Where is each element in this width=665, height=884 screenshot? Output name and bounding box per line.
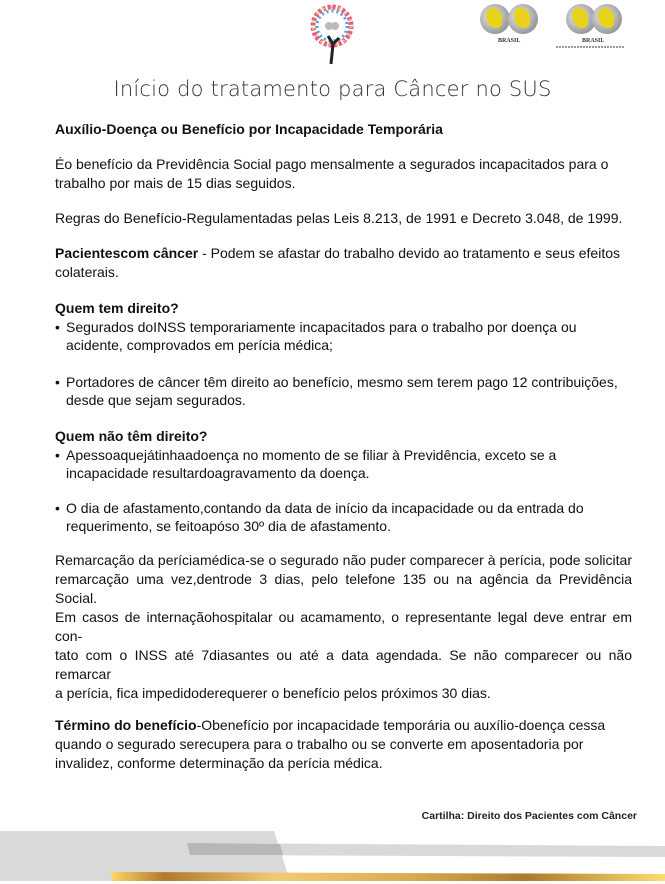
who-has-no-right-list	[55, 446, 632, 535]
who-has-right-list	[55, 318, 632, 409]
section-heading: Auxílio-Doença ou Benefício por Incapacidade Temporária	[55, 121, 443, 137]
paragraph-rules: Regras do Benefício-Regulamentadas pelas Leis 8.213, de 1991 e Decreto 3.048, de 1999.	[55, 210, 623, 226]
bpw-logo-2: BRASIL	[556, 4, 626, 50]
page-title: Início do tratamento para Câncer no SUS	[113, 77, 552, 101]
paragraph-definition: Éo benefício da Previdência Social pago mensalmente a segurados incapacitados para o trabalho por mais de 15 dias seguidos.	[55, 156, 609, 191]
bpw-logo-1: BRASIL	[478, 4, 540, 48]
who-has-right-heading: Quem tem direito?	[55, 300, 179, 316]
list-item: • Portadores de câncer têm direito ao benefício, mesmo sem terem pago 12 contribuições, desde que sejam segurados.	[55, 374, 618, 408]
footer-decoration	[0, 820, 665, 881]
document-body	[55, 120, 635, 773]
paragraph-end-of-benefit: Término do benefício-Obenefício por incapacidade temporária ou auxílio-doença cessa quando o segurado serecupera para o trabalho ou se converte em aposentadoria por invalidez, conforme determinação da perícia médica.	[55, 717, 606, 771]
list-item: • O dia de afastamento,contando da data de início da incapacidade ou da entrada do requerimento, se feitoapóso 30º dia de afastamento.	[55, 500, 584, 534]
tree-logo	[306, 4, 358, 66]
paragraph-patients: Pacientescom câncer - Podem se afastar do trabalho devido ao tratamento e seus efeitos colaterais.	[55, 245, 621, 280]
list-item: • Segurados doINSS temporariamente incapacitados para o trabalho por doença ou acidente, comprovados em perícia médica;	[55, 319, 577, 353]
footer-text: Cartilha: Direito dos Pacientes com Câncer	[421, 810, 637, 822]
who-has-no-right-heading: Quem não têm direito?	[55, 428, 208, 444]
list-item: • Apessoaquejátinhaadoença no momento de se filiar à Previdência, exceto se a incapacidade resultardoagravamento da doença.	[55, 447, 557, 481]
paragraph-rescheduling: Remarcação da períciamédica-se o segurado não puder comparecer à perícia, pode solicitar remarcação uma vez,dentrode 3 dias, pelo telefone 135 ou na agência da Previdência Social. Em casos de internaçãohospitalar ou acamamento, o representante legal deve entrar em con- tato com o INSS até 7diasantes ou até a data agendada. Se não comparecer ou não remarcar a perícia, fica impedidoderequerer o benefício pelos próximos 30 dias.	[55, 552, 632, 701]
